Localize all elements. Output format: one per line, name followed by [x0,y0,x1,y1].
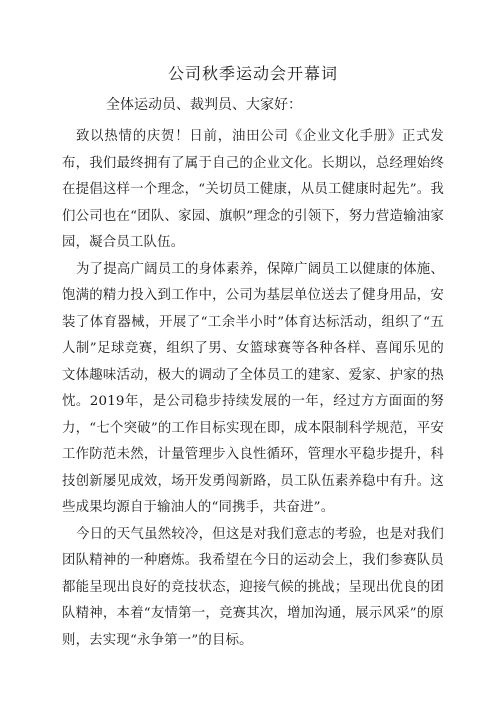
paragraph-achievements: 为了提高广阔员工的身体素养，保障广阔员工以健康的体施、饱满的精力投入到工作中，公司为基层单位送去了健身用品，安装了体育器械，开展了“工余半小时”体育达标活动，组织了“五人制”足球竞赛，组织了男、女篮球赛等各种各样、喜闻乐见的文体趣味活动，极大的调动了全体员工的建家、爱家、护家的热忱。2019年，是公司稳步持续发展的一年，经过方方面面的努力，“七个突破”的工作目标实现在即，成本限制科学规范，平安工作防范未然，计量管理步入良性循环，管理水平稳步提升，科技创新屡见成效，场开发勇闯新路，员工队伍素养稳中有升。这些成果均源自于输油人的“同携手，共奋进”。 [62,261,444,515]
paragraph-expectations: 今日的天气虽然较冷，但这是对我们意志的考验，也是对我们团队精神的一种磨炼。我希望在今日的运动会上，我们参赛队员都能呈现出良好的竞技状态，迎接气候的挑战；呈现出优良的团队精神，本着“友情第一，竞赛其次，增加沟通，展示风采”的原则，去实现“永争第一”的目标。 [62,526,444,648]
document-title: 公司秋季运动会开幕词 [167,64,338,83]
greeting-line: 全体运动员、裁判员、大家好： [106,97,302,113]
paragraph-celebration: 致以热情的庆贺！日前，油田公司《企业文化手册》正式发布，我们最终拥有了属于自己的企业文化。长期以，总经理始终在提倡这样一个理念，“关切员工健康，从员工健康时起先”。我们公司也在“团队、家园、旗帜”理念的引领下，努力营造输油家园，凝合员工队伍。 [62,129,444,250]
